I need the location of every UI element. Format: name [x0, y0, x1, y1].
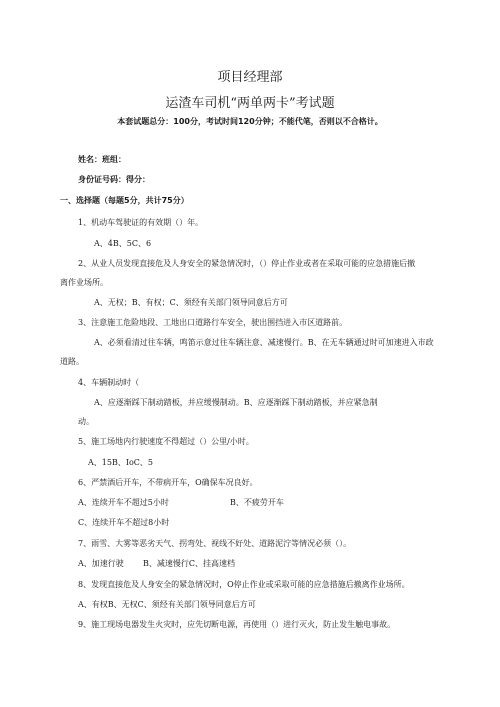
question-6-option-a: A、连续开车不超过5小时 — [78, 498, 169, 507]
question-6: 6、严禁酒后开车，不带病开车，O确保车况良好。 — [78, 478, 258, 487]
question-1: 1、机动车驾驶证的有效期（）年。 — [78, 218, 204, 227]
question-3-options-line1: A、必须看清过往车辆，鸣笛示意过往车辆注意、减速慢行。B、在无车辆通过时可加速进入市政 — [94, 338, 434, 347]
question-7-option-bc: B、减速慢行C、挂高速档 — [143, 559, 235, 568]
question-2-line2: 离作业场所。 — [60, 278, 108, 287]
question-8: 8、发现直接危及人身安全的紧急情况时，O停止作业或采取可能的应急措施后撤离作业场所。 — [78, 580, 410, 589]
question-4-options-line1: A、应逐渐踩下制动踏板，并应缓慢制动。B、应逐渐踩下制动踏板，并应紧急制 — [94, 398, 378, 407]
name-class-field: 姓名：班组： — [78, 155, 126, 164]
question-4: 4、车辆制动时（ — [78, 378, 140, 387]
question-8-options: A、有权B、无权C、须经有关部门领导同意后方可 — [78, 600, 256, 609]
question-7-option-a: A、加速行驶 — [78, 559, 124, 568]
question-2-line1: 2、从业人员发现直接危及人身安全的紧急情况时，（）停止作业或者在采取可能的应急措施后撤 — [78, 259, 416, 268]
exam-title: 运渣车司机“两单两卡”考试题 — [165, 96, 335, 111]
question-1-options: A、4B、5C、6 — [94, 239, 152, 248]
question-9: 9、施工现场电器发生火灾时，应先切断电源，再使用（）进行灭火，防止发生触电事故。 — [78, 620, 396, 629]
question-2-options: A、无权；B、有权；C、须经有关部门领导同意后方可 — [94, 298, 288, 307]
id-score-field: 身份证号码：得分： — [78, 175, 150, 184]
section-heading: 一、选择题（每题5分，共计75分） — [60, 196, 189, 205]
question-5: 5、施工场地内行驶速度不得超过（）公里/小时。 — [78, 437, 254, 446]
question-7: 7、雨雪、大雾等恶劣天气、拐弯处、视线不好处、道路泥泞等情况必须（）。 — [78, 539, 352, 548]
question-6-option-c: C、连续开车不超过8小时 — [78, 518, 170, 527]
question-4-options-line2: 动。 — [78, 417, 94, 426]
department-heading: 项目经理部 — [217, 70, 283, 85]
question-6-option-b: B、不疲劳开车 — [230, 498, 284, 507]
exam-notice: 本套试题总分：100分，考试时间120分钟；不能代笔，否则以不合格计。 — [117, 117, 383, 126]
question-3-options-line2: 道路。 — [60, 357, 84, 366]
question-3: 3、注意施工危险地段、工地出口道路行车安全，驶出围挡进入市区道路前。 — [78, 318, 348, 327]
question-5-options: A、15B、IoC、5 — [88, 458, 154, 467]
